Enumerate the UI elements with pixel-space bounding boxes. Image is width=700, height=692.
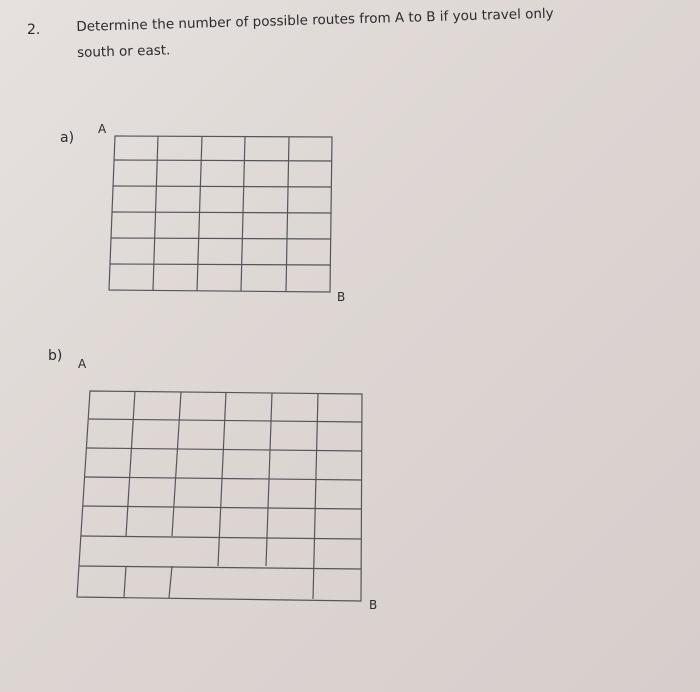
part-a-start-label: A [98,122,107,136]
question-text-line-2: south or east. [76,42,171,61]
part-b-end-label: B [369,598,378,612]
part-b-start-label: A [78,357,87,371]
question-number: 2. [27,22,41,38]
part-b-grid-border [77,391,362,601]
part-b-grid-lines [77,391,362,601]
part-a-label: a) [60,130,75,146]
question-text-line-1: Determine the number of possible routes from A to B if you travel only [76,5,554,35]
part-b-label: b) [48,348,63,364]
part-a-end-label: B [337,290,346,304]
